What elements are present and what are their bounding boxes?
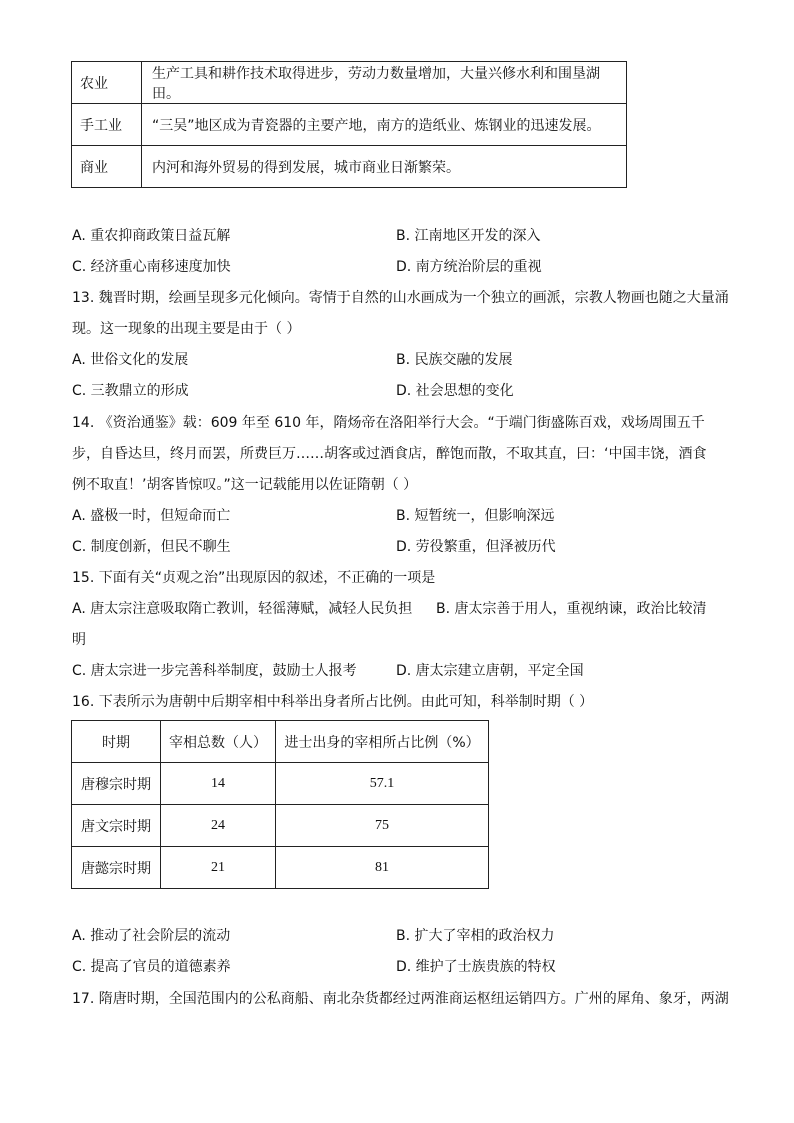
q14-stem-line3: 例不取直！’胡客皆惊叹。”这一记载能用以佐证隋朝（ ）	[72, 477, 418, 493]
q14-stem-line2: 步，自昏达旦，终月而罢，所费巨万……胡客或过酒食店，醉饱而散，不取其直，曰：‘中国丰饶，酒食	[72, 446, 707, 462]
q16-option-d: D. 维护了士族贵族的特权	[396, 959, 556, 975]
table-cell-total: 21	[161, 847, 276, 889]
q13-option-d: D. 社会思想的变化	[396, 383, 514, 399]
q13-option-a: A. 世俗文化的发展	[72, 352, 189, 368]
economy-table	[71, 61, 627, 188]
table-cell-text: 内河和海外贸易的得到发展，城市商业日渐繁荣。	[142, 146, 627, 188]
table-cell-text: 生产工具和耕作技术取得进步，劳动力数量增加，大量兴修水利和围垦湖田。	[142, 62, 627, 104]
q15-option-b-continued: 明	[72, 632, 86, 648]
table-cell-ratio: 81	[276, 847, 489, 889]
table-row	[72, 146, 627, 188]
q15-option-d: D. 唐太宗建立唐朝，平定全国	[396, 663, 584, 679]
table-cell-ratio: 75	[276, 805, 489, 847]
q16-option-c: C. 提高了官员的道德素养	[72, 959, 231, 975]
q13-option-c: C. 三教鼎立的形成	[72, 383, 189, 399]
q14-stem-line1: 14. 《资治通鉴》载：609 年至 610 年，隋炀帝在洛阳举行大会。“于端门街盛陈百戏，戏场周围五千	[72, 415, 705, 431]
table-row	[72, 847, 489, 889]
table-cell-label: 农业	[72, 62, 142, 104]
q15-stem: 15. 下面有关“贞观之治”出现原因的叙述，不正确的一项是	[72, 570, 436, 586]
q14-option-a: A. 盛极一时，但短命而亡	[72, 508, 231, 524]
table-cell-text: “三吴”地区成为青瓷器的主要产地，南方的造纸业、炼钢业的迅速发展。	[142, 104, 627, 146]
q15-option-b: B. 唐太宗善于用人，重视纳谏，政治比较清	[436, 601, 707, 617]
q15-option-c: C. 唐太宗进一步完善科举制度，鼓励士人报考	[72, 663, 357, 679]
table-row	[72, 763, 489, 805]
q12-option-d: D. 南方统治阶层的重视	[396, 259, 542, 275]
table-cell-label: 手工业	[72, 104, 142, 146]
q13-stem-line2: 现。这一现象的出现主要是由于（ ）	[72, 321, 301, 337]
q14-option-d: D. 劳役繁重，但泽被历代	[396, 539, 556, 555]
q16-option-b: B. 扩大了宰相的政治权力	[396, 928, 555, 944]
table-cell-label: 商业	[72, 146, 142, 188]
q12-option-b: B. 江南地区开发的深入	[396, 228, 541, 244]
table-header-cell: 时期	[72, 721, 161, 763]
q13-stem-line1: 13. 魏晋时期，绘画呈现多元化倾向。寄情于自然的山水画成为一个独立的画派，宗教人物画也随之大量涌	[72, 290, 729, 306]
table-header-cell: 进士出身的宰相所占比例（%）	[276, 721, 489, 763]
table-row	[72, 62, 627, 104]
table-row	[72, 104, 627, 146]
table-cell-period: 唐穆宗时期	[72, 763, 161, 805]
table-cell-total: 14	[161, 763, 276, 805]
q17-stem-line1: 17. 隋唐时期，全国范围内的公私商船、南北杂货都经过两淮商运枢纽运销四方。广州的犀角、象牙，两湖	[72, 991, 729, 1007]
table-cell-total: 24	[161, 805, 276, 847]
q12-option-c: C. 经济重心南移速度加快	[72, 259, 231, 275]
q14-option-c: C. 制度创新，但民不聊生	[72, 539, 231, 555]
q12-option-a: A. 重农抑商政策日益瓦解	[72, 228, 231, 244]
table-row	[72, 805, 489, 847]
q14-option-b: B. 短暂统一，但影响深远	[396, 508, 555, 524]
table-header-cell: 宰相总数（人）	[161, 721, 276, 763]
q16-stem: 16. 下表所示为唐朝中后期宰相中科举出身者所占比例。由此可知，科举制时期（ ）	[72, 694, 594, 710]
q13-option-b: B. 民族交融的发展	[396, 352, 513, 368]
table-cell-ratio: 57.1	[276, 763, 489, 805]
q15-option-a: A. 唐太宗注意吸取隋亡教训，轻徭薄赋，减轻人民负担	[72, 601, 413, 617]
table-cell-period: 唐懿宗时期	[72, 847, 161, 889]
table-cell-period: 唐文宗时期	[72, 805, 161, 847]
q16-option-a: A. 推动了社会阶层的流动	[72, 928, 231, 944]
table-header-row	[72, 721, 489, 763]
chancellor-table	[71, 720, 489, 889]
